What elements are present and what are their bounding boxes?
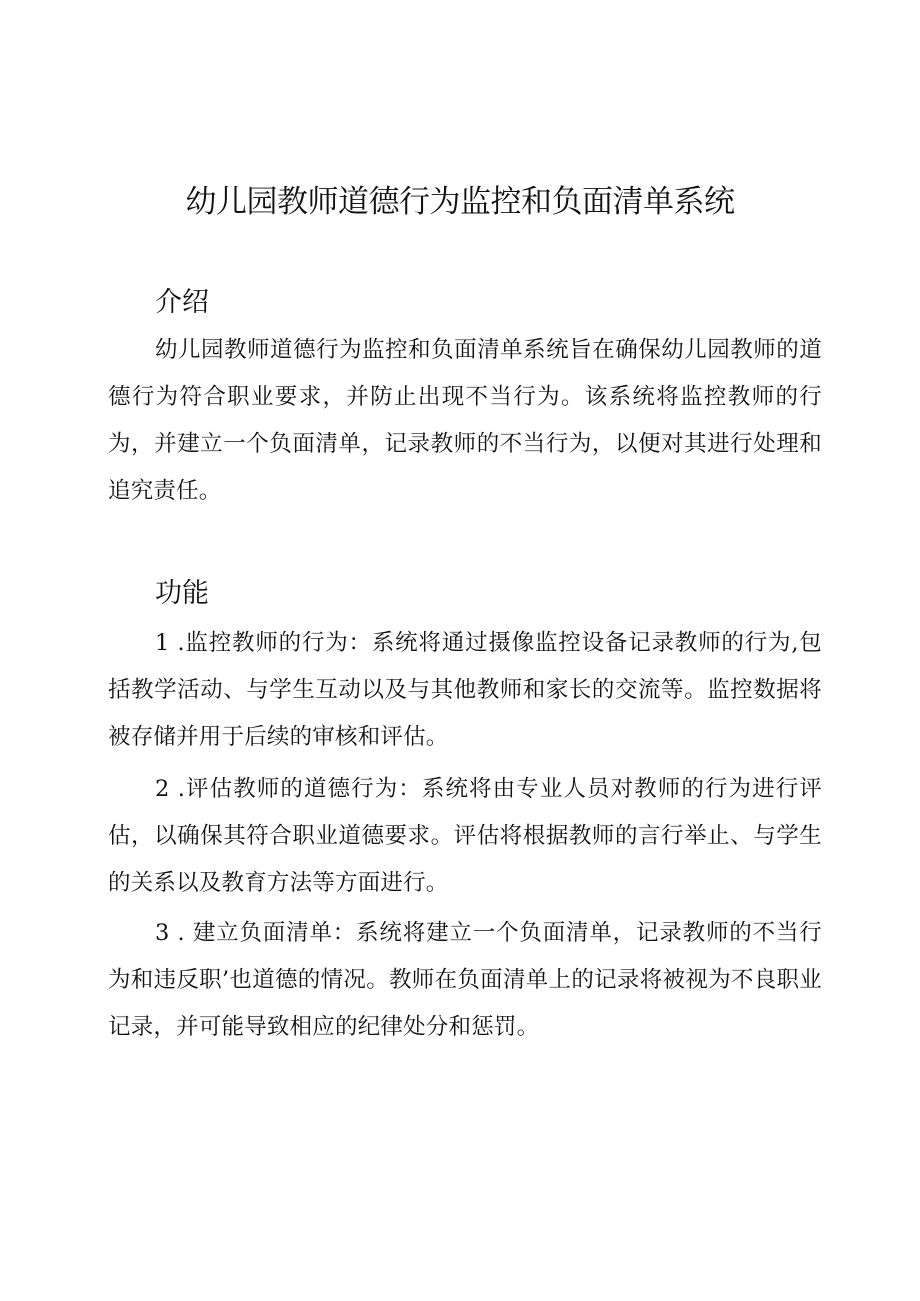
intro-paragraph: 幼儿园教师道德行为监控和负面清单系统旨在确保幼儿园教师的道德行为符合职业要求，并防止出现不当行为。该系统将监控教师的行为，并建立一个负面清单，记录教师的不当行为，以便对其进行处理和追究责任。 [108,337,822,504]
section-heading-intro: 介绍 [155,287,209,318]
feature-item-negative-list: 3 . 建立负面清单：系统将建立一个负面清单，记录教师的不当行为和违反职’也道德的情况。教师在负面清单上的记录将被视为不良职业记录，并可能导致相应的纪律处分和惩罚。 [108,920,822,1040]
section-heading-features: 功能 [155,578,209,609]
feature-item-evaluation: 2 .评估教师的道德行为：系统将由专业人员对教师的行为进行评估，以确保其符合职业道德要求。评估将根据教师的言行举止、与学生的关系以及教育方法等方面进行。 [108,776,822,896]
feature-item-monitoring: 1 .监控教师的行为：系统将通过摄像监控设备记录教师的行为,包括教学活动、与学生互动以及与其他教师和家长的交流等。监控数据将被存储并用于后续的审核和评估。 [108,630,822,750]
document-title: 幼儿园教师道德行为监控和负面清单系统 [185,184,735,220]
